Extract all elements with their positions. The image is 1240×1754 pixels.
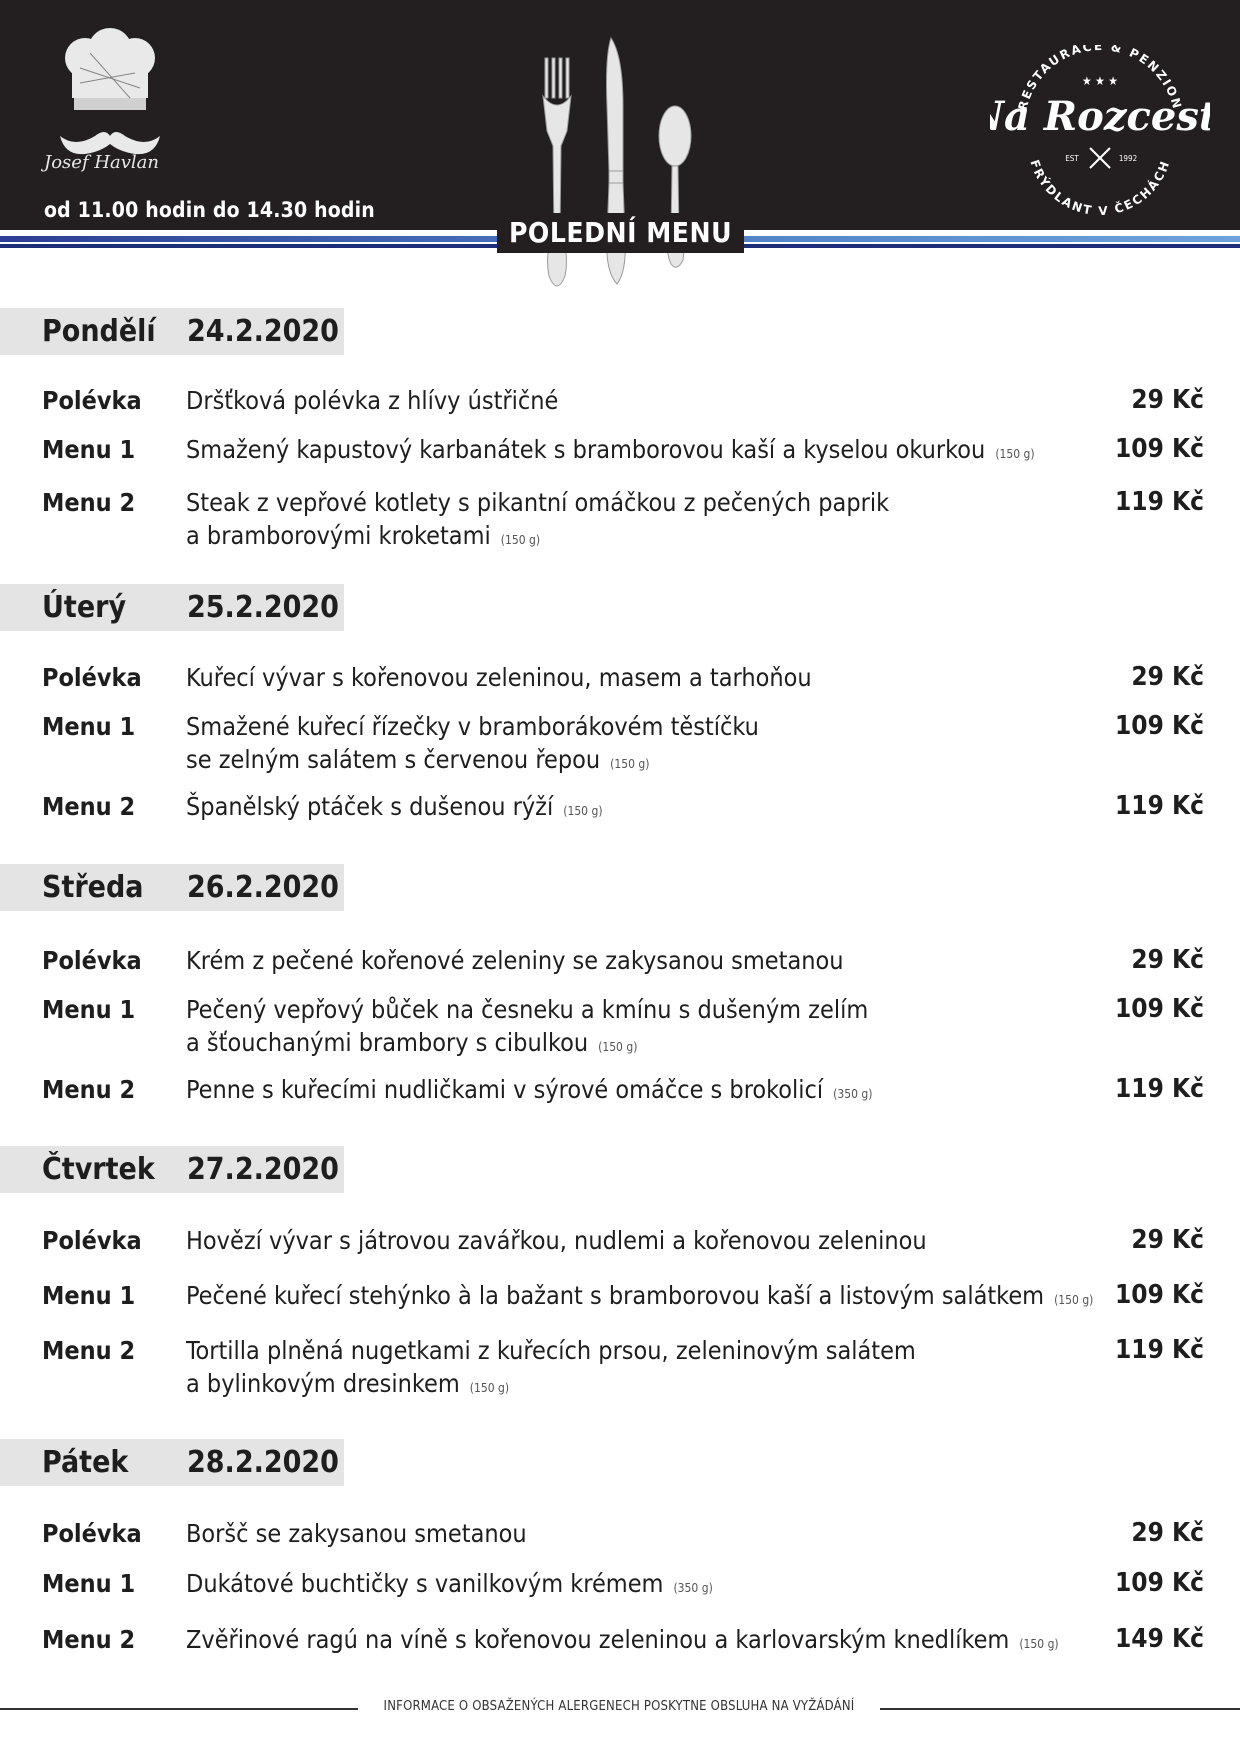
day-date: 24.2.2020 xyxy=(187,314,339,349)
day-name: Čtvrtek xyxy=(42,1152,155,1187)
item-weight: (350 g) xyxy=(833,1087,873,1101)
day-name: Pondělí xyxy=(42,314,156,349)
item-price: 109 Kč xyxy=(1115,1280,1204,1310)
header xyxy=(0,0,1240,230)
item-dish: Penne s kuřecími nudličkami v sýrové omáčce s brokolicí (350 g) xyxy=(186,1075,873,1104)
brand-year: 1992 xyxy=(1118,154,1138,163)
allergen-note: INFORMACE O OBSAŽENÝCH ALERGENECH POSKYTNE OBSLUHA NA VYŽÁDÁNÍ xyxy=(383,1699,855,1714)
item-dish: Kuřecí vývar s kořenovou zeleninou, masem a tarhoňou xyxy=(186,663,812,692)
day-name: Úterý xyxy=(42,590,127,625)
item-label: Polévka xyxy=(42,663,142,692)
item-weight: (150 g) xyxy=(469,1381,510,1395)
brand-bottom-text: FRÝDLANT V ČECHÁCH xyxy=(1027,157,1173,215)
day-header xyxy=(0,584,344,631)
item-price: 29 Kč xyxy=(1131,945,1204,975)
item-price: 109 Kč xyxy=(1115,1568,1204,1598)
day-header xyxy=(0,864,344,911)
item-dish: Steak z vepřové kotlety s pikantní omáčkou z pečených paprik a bramborovými kroketami (150 g) xyxy=(186,488,890,550)
item-price: 119 Kč xyxy=(1115,1335,1204,1365)
item-label: Menu 1 xyxy=(42,995,136,1024)
brand-top-text: RESTAURACE & PENZION xyxy=(1015,45,1185,112)
item-label: Polévka xyxy=(42,1226,142,1255)
crossed-cutlery-icon xyxy=(1090,148,1110,168)
item-dish: Boršč se zakysanou smetanou xyxy=(186,1519,527,1548)
item-weight: (150 g) xyxy=(995,447,1035,461)
brand-est: EST xyxy=(1065,154,1079,163)
item-label: Menu 1 xyxy=(42,1569,136,1598)
item-dish: Španělský ptáček s dušenou rýží (150 g) xyxy=(186,792,603,821)
item-label: Polévka xyxy=(42,1519,142,1548)
item-label: Menu 2 xyxy=(42,1336,136,1365)
item-weight: (150 g) xyxy=(563,804,603,818)
item-dish: Krém z pečené kořenové zeleniny se zakysanou smetanou xyxy=(186,946,844,975)
item-weight: (150 g) xyxy=(1019,1637,1059,1651)
item-label: Menu 2 xyxy=(42,792,136,821)
item-weight: (350 g) xyxy=(673,1581,713,1595)
item-price: 29 Kč xyxy=(1131,385,1204,415)
item-price: 119 Kč xyxy=(1115,487,1204,517)
item-price: 149 Kč xyxy=(1115,1624,1204,1654)
day-date: 25.2.2020 xyxy=(187,590,339,625)
footer-divider-right xyxy=(880,1708,1240,1710)
item-price: 119 Kč xyxy=(1115,1074,1204,1104)
item-dish: Zvěřinové ragú na víně s kořenovou zeleninou a karlovarským knedlíkem (150 g) xyxy=(186,1625,1059,1654)
item-price: 29 Kč xyxy=(1131,1225,1204,1255)
day-date: 26.2.2020 xyxy=(187,870,339,905)
item-dish: Smažený kapustový karbanátek s bramborovou kaší a kyselou okurkou (150 g) xyxy=(186,435,1035,464)
title-banner xyxy=(497,213,744,253)
day-date: 28.2.2020 xyxy=(187,1445,339,1480)
item-dish: Pečený vepřový bůček na česneku a kmínu s dušeným zelím a šťouchanými brambory s cibulkou (150 g) xyxy=(186,995,869,1057)
signature: Josef Havlan xyxy=(44,152,160,173)
svg-text:FRÝDLANT V ČECHÁCH xyxy=(1027,158,1172,215)
item-label: Polévka xyxy=(42,386,142,415)
item-label: Polévka xyxy=(42,946,142,975)
item-dish: Tortilla plněná nugetkami z kuřecích prsou, zeleninovým salátem a bylinkovým dresinkem (150 g) xyxy=(186,1336,916,1398)
day-name: Středa xyxy=(42,870,144,905)
page-title: POLEDNÍ MENU xyxy=(508,216,733,249)
day-header xyxy=(0,308,344,355)
svg-text:★ ★ ★: ★ ★ ★ xyxy=(1082,74,1118,88)
day-date: 27.2.2020 xyxy=(187,1152,339,1187)
opening-hours: od 11.00 hodin do 14.30 hodin xyxy=(44,198,375,222)
item-weight: (150 g) xyxy=(610,757,650,771)
item-label: Menu 2 xyxy=(42,488,136,517)
item-price: 29 Kč xyxy=(1131,662,1204,692)
item-price: 109 Kč xyxy=(1115,994,1204,1024)
item-label: Menu 1 xyxy=(42,435,136,464)
item-label: Menu 1 xyxy=(42,712,136,741)
item-label: Menu 2 xyxy=(42,1075,136,1104)
day-header xyxy=(0,1146,344,1193)
item-dish: Dukátové buchtičky s vanilkovým krémem (350 g) xyxy=(186,1569,713,1598)
item-weight: (150 g) xyxy=(598,1040,638,1054)
item-weight: (150 g) xyxy=(500,533,541,547)
footer-divider-left xyxy=(0,1708,358,1710)
item-price: 119 Kč xyxy=(1115,791,1204,821)
item-label: Menu 2 xyxy=(42,1625,136,1654)
brand-name: a Rozces xyxy=(1004,93,1199,140)
item-label: Menu 1 xyxy=(42,1281,136,1310)
item-price: 29 Kč xyxy=(1131,1518,1204,1548)
item-price: 109 Kč xyxy=(1115,434,1204,464)
item-weight: (150 g) xyxy=(1054,1293,1094,1307)
item-dish: Smažené kuřecí řízečky v bramborákovém těstíčku se zelným salátem s červenou řepou (150 g) xyxy=(186,712,759,774)
cutlery-icon xyxy=(535,36,705,316)
item-price: 109 Kč xyxy=(1115,711,1204,741)
item-dish: Dršťková polévka z hlívy ústřičné xyxy=(186,386,559,415)
brand-badge-icon xyxy=(990,45,1210,215)
item-dish: Hovězí vývar s játrovou zavářkou, nudlemi a kořenovou zeleninou xyxy=(186,1226,927,1255)
day-name: Pátek xyxy=(42,1445,129,1480)
brand-logo xyxy=(990,45,1210,215)
item-dish: Pečené kuřecí stehýnko à la bažant s bramborovou kaší a listovým salátkem (150 g) xyxy=(186,1281,1094,1310)
day-header xyxy=(0,1439,344,1486)
